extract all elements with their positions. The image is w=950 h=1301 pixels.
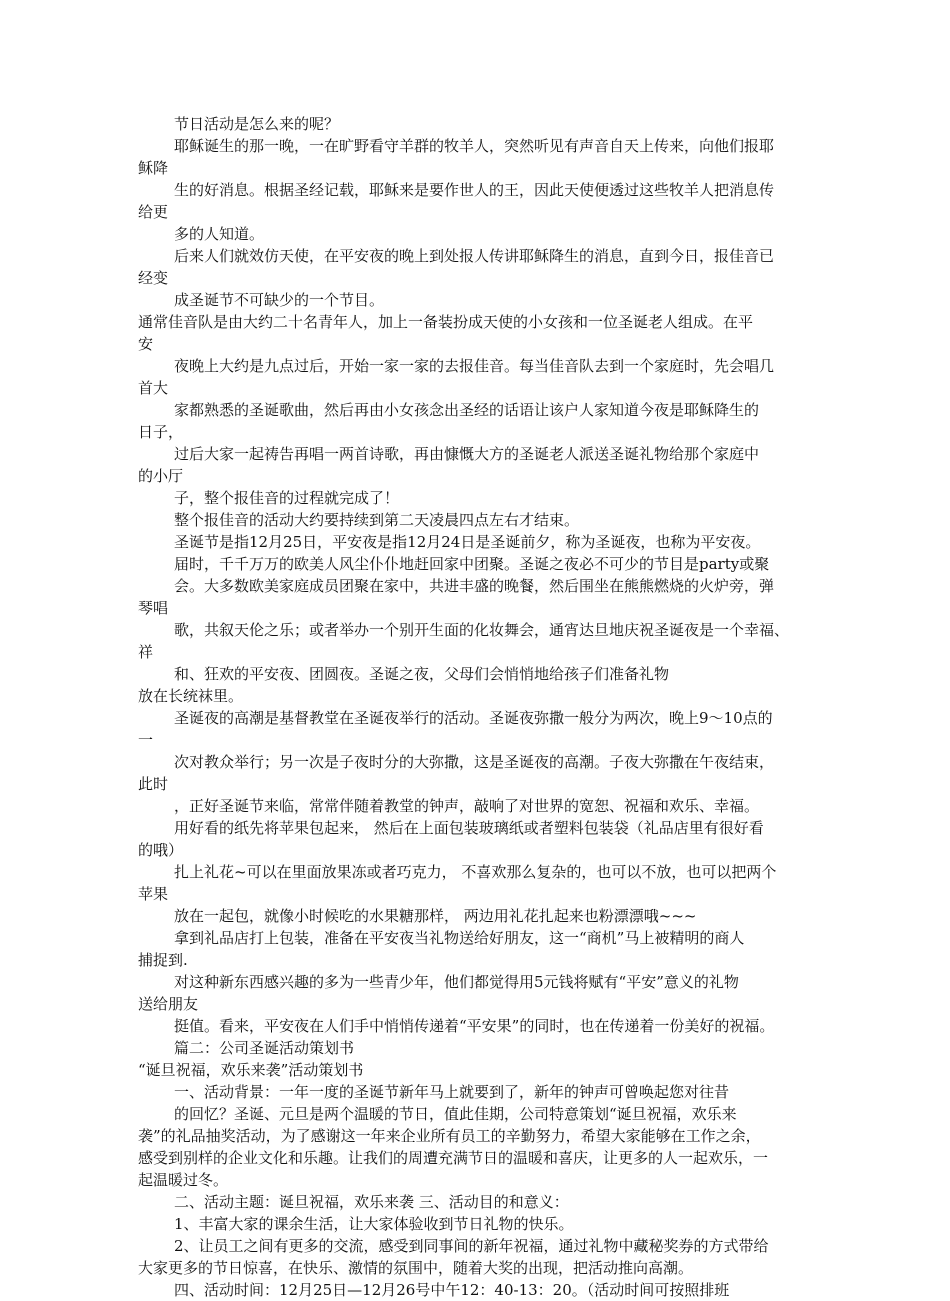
text-line: 整个报佳音的活动大约要持续到第二天凌晨四点左右才结束。	[174, 511, 580, 529]
text-line: 稣降	[138, 159, 169, 177]
text-line: 琴唱	[138, 599, 169, 617]
text-line: 日子，	[138, 423, 184, 441]
text-line: 挺值。看来，平安夜在人们手中悄悄传递着“平安果”的同时，也在传递着一份美好的祝福。	[174, 1017, 775, 1035]
text-line: 的小厅	[138, 467, 184, 485]
text-line: 经变	[138, 269, 169, 287]
text-line: 苹果	[138, 885, 169, 903]
text-line: 此时	[138, 775, 169, 793]
text-line: ，正好圣诞节来临，常常伴随着教堂的钟声，敲响了对世界的宽恕、祝福和欢乐、幸福。	[174, 797, 760, 815]
text-line: 祥	[138, 643, 154, 661]
text-line: 和、狂欢的平安夜、团圆夜。圣诞之夜，父母们会悄悄地给孩子们准备礼物	[174, 665, 670, 683]
text-line: 歌，共叙天伦之乐；或者举办一个别开生面的化妆舞会，通宵达旦地庆祝圣诞夜是一个幸福、	[174, 621, 790, 639]
text-line: 四、活动时间：12月25日—12月26号中午12：40-13：20。（活动时间可按照排班	[174, 1281, 730, 1299]
text-line: 起温暖过冬。	[138, 1171, 229, 1189]
text-line: “诞旦祝福，欢乐来袭”活动策划书	[138, 1061, 364, 1079]
text-line: 大家更多的节日惊喜，在快乐、激情的氛围中，随着大奖的出现，把活动推向高潮。	[138, 1259, 694, 1277]
text-line: 放在一起包，就像小时候吃的水果糖那样， 两边用礼花扎起来也粉漂漂哦~~~	[174, 907, 697, 925]
text-line: 耶稣诞生的那一晚，一在旷野看守羊群的牧羊人，突然听见有声音自天上传来，向他们报耶	[174, 137, 775, 155]
text-line: 对这种新东西感兴趣的多为一些青少年，他们都觉得用5元钱将赋有“平安”意义的礼物	[174, 973, 739, 991]
text-line: 2、让员工之间有更多的交流，感受到同事间的新年祝福，通过礼物中藏秘奖券的方式带给	[174, 1237, 769, 1255]
text-line: 多的人知道。	[174, 225, 265, 243]
text-line: 成圣诞节不可缺少的一个节目。	[174, 291, 385, 309]
text-line: 夜晚上大约是九点过后，开始一家一家的去报佳音。每当佳音队去到一个家庭时，先会唱几	[174, 357, 775, 375]
text-line: 捕捉到.	[138, 951, 188, 969]
text-line: 圣诞节是指12月25日，平安夜是指12月24日是圣诞前夕，称为圣诞夜，也称为平安夜。	[174, 533, 761, 551]
text-line: 袭”的礼品抽奖活动，为了感谢这一年来企业所有员工的辛勤努力，希望大家能够在工作之余，	[138, 1127, 761, 1145]
text-line: 篇二：公司圣诞活动策划书	[174, 1039, 355, 1057]
text-line: 的回忆？圣诞、元旦是两个温暖的节日，值此佳期，公司特意策划“诞旦祝福，欢乐来	[174, 1105, 737, 1123]
text-line: 子，整个报佳音的过程就完成了！	[174, 489, 400, 507]
text-line: 1、丰富大家的课余生活，让大家体验收到节日礼物的快乐。	[174, 1215, 574, 1233]
text-line: 扎上礼花~可以在里面放果冻或者巧克力， 不喜欢那么复杂的，也可以不放，也可以把两个	[174, 863, 777, 881]
text-line: 过后大家一起祷告再唱一两首诗歌，再由慷慨大方的圣诞老人派送圣诞礼物给那个家庭中	[174, 445, 760, 463]
text-line: 一	[138, 731, 154, 749]
text-line: 首大	[138, 379, 169, 397]
text-line: 二、活动主题：诞旦祝福，欢乐来袭 三、活动目的和意义：	[174, 1193, 569, 1211]
text-line: 感受到别样的企业文化和乐趣。让我们的周遭充满节日的温暖和喜庆，让更多的人一起欢乐，一	[138, 1149, 769, 1167]
document-body	[138, 113, 818, 1301]
text-line: 的哦）	[138, 841, 184, 859]
text-line: 给更	[138, 203, 169, 221]
text-line: 圣诞夜的高潮是基督教堂在圣诞夜举行的活动。圣诞夜弥撒一般分为两次，晚上9～10点的	[174, 709, 773, 727]
text-line: 后来人们就效仿天使，在平安夜的晚上到处报人传讲耶稣降生的消息，直到今日，报佳音已	[174, 247, 775, 265]
text-line: 送给朋友	[138, 995, 199, 1013]
text-line: 一、活动背景：一年一度的圣诞节新年马上就要到了，新年的钟声可曾唤起您对往昔	[174, 1083, 730, 1101]
text-line: 会。大多数欧美家庭成员团聚在家中，共进丰盛的晚餐，然后围坐在熊熊燃烧的火炉旁，弹	[174, 577, 775, 595]
text-line: 用好看的纸先将苹果包起来， 然后在上面包装玻璃纸或者塑料包装袋（礼品店里有很好看	[174, 819, 764, 837]
text-line: 家都熟悉的圣诞歌曲，然后再由小女孩念出圣经的话语让该户人家知道今夜是耶稣降生的	[174, 401, 760, 419]
text-line: 安	[138, 335, 154, 353]
text-line: 放在长统袜里。	[138, 687, 244, 705]
text-line: 通常佳音队是由大约二十名青年人，加上一备装扮成天使的小女孩和一位圣诞老人组成。在平	[138, 313, 754, 331]
text-line: 节日活动是怎么来的呢？	[174, 115, 340, 133]
text-line: 届时，千千万万的欧美人风尘仆仆地赶回家中团聚。圣诞之夜必不可少的节目是party或聚	[174, 555, 770, 573]
text-line: 拿到礼品店打上包装，准备在平安夜当礼物送给好朋友，这一“商机”马上被精明的商人	[174, 929, 745, 947]
text-line: 生的好消息。根据圣经记载，耶稣来是要作世人的王，因此天使便透过这些牧羊人把消息传	[174, 181, 775, 199]
text-line: 次对教众举行；另一次是子夜时分的大弥撒，这是圣诞夜的高潮。子夜大弥撒在午夜结束，	[174, 753, 775, 771]
